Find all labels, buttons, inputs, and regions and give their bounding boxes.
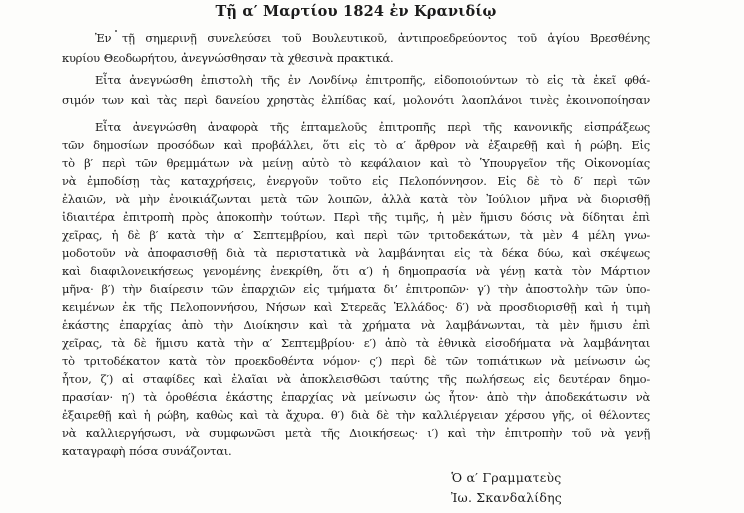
text-line: μῆνα· β′) τὴν διαίρεσιν τῶν ἐπαρχιῶν εἰς τμήματα δι’ ἐπιτροπῶν· γ′) τὴν ἀποστολὴν τῶν ὑπο-	[62, 282, 650, 296]
document-title: Τῇ α′ Μαρτίου 1824 ἐν Κρανιδίῳ	[215, 3, 497, 20]
paragraph	[62, 70, 650, 110]
paragraph	[62, 28, 650, 68]
text-line: καὶ διαφιλονεικήσεως γενομένης ἐνεκρίθη, ὅτι α′) ἡ δημοπρασία νὰ γένῃ κατὰ τὸν Μάρτιον	[62, 264, 650, 278]
text-line: τὸ β′ περὶ τῶν θρεμμάτων νὰ μείνῃ αὐτὸ τὸ κεφάλαιον καὶ τὸ Ὑπουργεῖον τῆς Οἰκονομίας	[62, 156, 650, 170]
signature-block	[451, 468, 562, 507]
text-line: τῶν δημοσίων προσόδων καὶ προβάλλει, ὅτι εἰς τὸ α′ ἄρθρον νὰ ἐξαιρεθῇ καὶ ἡ ρώβη. Εἰς	[62, 138, 650, 152]
text-line: σιμόν των καὶ τὰς περὶ δανείου χρηστὰς ἐλπίδας καί, μολονότι λαοπλάνοι τινὲς ἐκοινοποίησαν	[62, 93, 650, 107]
text-line: Εἶτα ἀνεγνώσθη ἐπιστολὴ τῆς ἐν Λονδίνῳ ἐπιτροπῆς, εἰδοποιούντων τὸ εἰς τὰ ἐκεῖ φθά-	[95, 73, 650, 87]
text-line: Ἐν τῇ σημερινῇ συνελεύσει τοῦ Βουλευτικοῦ, ἀντιπροεδρεύοντος τοῦ ἁγίου Βρεσθένης	[95, 31, 650, 45]
text-line: Εἶτα ἀνεγνώσθη ἀναφορὰ τῆς ἑπταμελοῦς ἐπιτροπῆς περὶ τῆς κανονικῆς εἰσπράξεως	[95, 120, 650, 134]
text-line: χεῖρας, τὰ δὲ ἥμισυ κατὰ τὴν α′ Σεπτεμβρίου· ε′) ἀπὸ τὰ ἐθνικὰ εἰσοδήματα νὰ λαμβάνηται	[62, 336, 650, 350]
document-text-block	[62, 2, 650, 507]
text-line: κειμένων ἐκ τῆς Πελοποννήσου, Νήσων καὶ Στερεᾶς Ἑλλάδος· δ′) νὰ προσδιορισθῇ καὶ ἡ τιμὴ	[62, 300, 650, 314]
text-line: ἑκάστης ἐπαρχίας ἀπὸ τὴν Διοίκησιν καὶ τὰ χρήματα νὰ λαμβάνωνται, τὰ μὲν ἥμισυ ἐπὶ	[62, 318, 650, 332]
text-line: κυρίου Θεοδωρήτου, ἀνεγνώσθησαν τὰ χθεσινὰ πρακτικά.	[62, 51, 394, 65]
signature-name: Ἰω. Σκανδαλίδης	[450, 489, 562, 505]
text-line: ἰδιαιτέρα ἐπιτροπὴ πρὸς ἀποκοπὴν τούτων. Περὶ τῆς τιμῆς, ἡ μὲν ἥμισυ δόσις νὰ δίδηται ἐπὶ	[62, 210, 650, 224]
text-line: νὰ ἐμποδίσῃ τὰς καταχρήσεις, ἐνεργοῦν τοῦτο εἰς Πελοπόννησον. Εἰς δὲ τὸ δ′ περὶ τῶν	[62, 174, 650, 188]
text-line: ἦτον, ζ′) αἱ σταφίδες καὶ ἐλαῖαι νὰ ἀποκλεισθῶσι ταύτης τῆς πωλήσεως εἰς δευτέραν δημο-	[62, 372, 650, 386]
text-line: ἐξαιρεθῇ καὶ ἡ ρώβη, καθὼς καὶ τὰ ἄχυρα. θ′) διὰ δὲ τὴν καλλιέργειαν χέρσου γῆς, οἱ θέλοντες	[62, 408, 650, 422]
text-line: χεῖρας, ἡ δὲ β′ κατὰ τὴν α′ Σεπτεμβρίου, καὶ περὶ τῶν τριτοδεκάτων, τὰ μὲν 4 μέλη γνω-	[62, 228, 650, 242]
text-line: πρασίαν· η′) τὰ ὁροθέσια ἑκάστης ἐπαρχίας νὰ μείνωσιν ὡς ἦτον· ἀπὸ τὴν ἀποδεκάτωσιν νὰ	[62, 390, 650, 404]
text-line: νὰ καλλιεργήσωσι, νὰ συμφωνῶσι μετὰ τῆς Διοικήσεως· ι′) καὶ τὴν ἐπιτροπὴν τοῦ νὰ γενῇ	[62, 426, 650, 440]
paragraph	[62, 118, 650, 460]
signature-role: Ὁ α′ Γραμματεὺς	[451, 470, 562, 485]
text-line: τὸ τριτοδέκατον κατὰ τὸν προεκδοθέντα νόμον· ς′) περὶ δὲ τῶν τοπιάτικων νὰ μείνωσιν ὡς	[62, 354, 650, 368]
text-line: καταγραφὴ πόσα συνάζονται.	[62, 444, 232, 458]
text-line: μοδοτοῦν νὰ ἀποφασισθῇ διὰ τὰ περιστατικὰ νὰ λαμβάνηται εἰς τὰ δέκα δύω, καὶ σκέψεως	[62, 246, 650, 260]
text-line: ἐλαιῶν, νὰ μὴν ἐνοικιάζωνται μετὰ τῶν λοιπῶν, ἀλλὰ κατὰ τὸν Ἰούλιον μῆνα νὰ διορισθῇ	[62, 192, 650, 206]
